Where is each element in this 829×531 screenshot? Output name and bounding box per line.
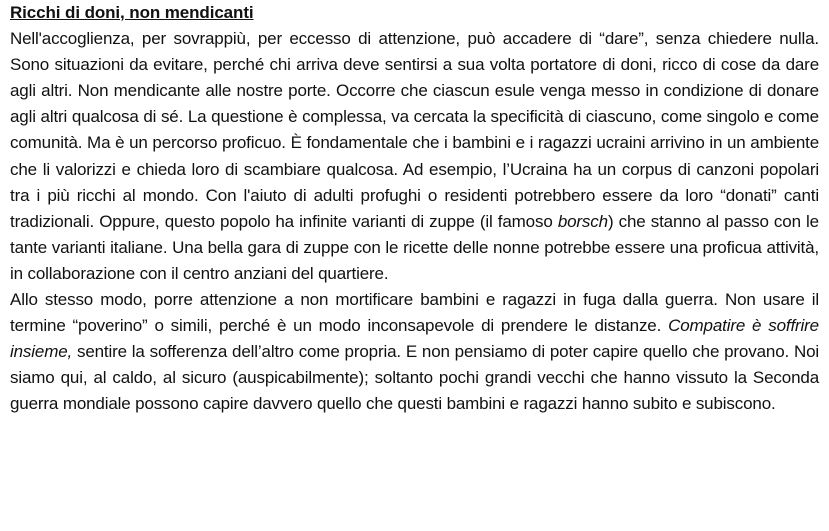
paragraph-gifts-italic: borsch: [557, 211, 608, 231]
paragraph-compassion-italic: Compatire è soffrire insieme,: [10, 316, 819, 362]
section-title: Ricchi di doni, non mendicanti: [10, 3, 254, 22]
paragraph-gifts-text-2: ) che stanno al passo con le tante varianti italiane. Una bella gara di zuppe con le ricette delle nonne potrebbe essere una proficua attività, in collaborazione con il centro anziani del quartiere.: [10, 211, 819, 283]
paragraph-compassion-text-1: Allo stesso modo, porre attenzione a non mortificare bambini e ragazzi in fuga dalla guerra. Non usare il termine “poverino” o simili, perché è un modo inconsapevole di prendere le distanze.: [10, 290, 819, 336]
paragraph-gifts: [10, 26, 819, 287]
paragraph-compassion-text-2: sentire la sofferenza dell’altro come propria. E non pensiamo di poter capire quello che provano. Noi siamo qui, al caldo, al sicuro (auspicabilmente); soltanto pochi grandi vecchi che hanno vissuto la Seconda guerra mondiale possono capire davvero quello che questi bambini e ragazzi hanno subito e subiscono.: [10, 342, 819, 414]
paragraph-compassion: [10, 287, 819, 417]
paragraph-gifts-text-1: Nell'accoglienza, per sovrappiù, per eccesso di attenzione, può accadere di “dare”, senza chiedere nulla. Sono situazioni da evitare, perché chi arriva deve sentirsi a sua volta portatore di doni, ricco di cose da dare agli altri. Non mendicante alle nostre porte. Occorre che ciascun esule venga messo in condizione di donare agli altri qualcosa di sé. La questione è complessa, va cercata la specificità di ciascuno, come singolo e come comunità. Ma è un percorso proficuo. È fondamentale che i bambini e i ragazzi ucraini arrivino in un ambiente che li valorizzi e chieda loro di scambiare qualcosa. Ad esempio, l’Ucraina ha un corpus di canzoni popolari tra i più ricchi al mondo. Con l'aiuto di adulti profughi o residenti potrebbero essere da loro “donati” canti tradizionali. Oppure, questo popolo ha infinite varianti di zuppe (il famoso: [10, 29, 819, 231]
